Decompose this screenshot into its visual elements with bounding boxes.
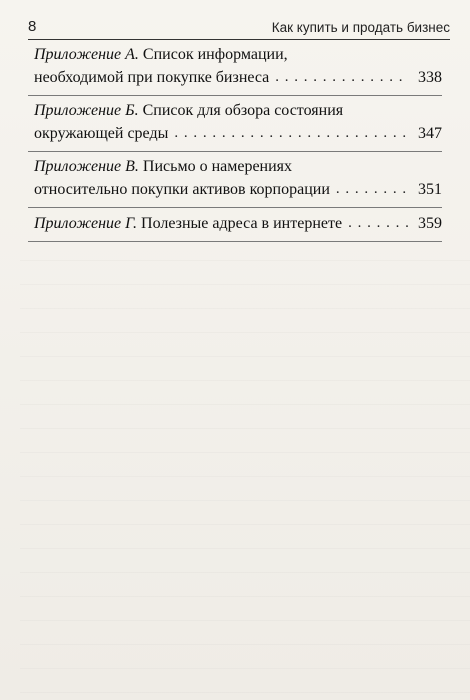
toc-entry-appendix-a xyxy=(28,40,442,96)
appendix-title-part: Письмо о намерениях xyxy=(142,158,293,175)
dot-leader xyxy=(336,178,408,194)
page-header xyxy=(28,14,450,40)
toc-entry-last-line xyxy=(34,122,442,145)
running-title: Как купить и продать бизнес xyxy=(271,20,450,35)
appendix-title-part: относительно покупки активов корпорации xyxy=(34,181,330,198)
toc-entry-single-line xyxy=(34,212,442,235)
toc-page-number: 359 xyxy=(418,215,442,232)
appendix-label: Приложение В. xyxy=(34,158,139,175)
appendix-title-part: Список информации, xyxy=(142,46,288,63)
appendix-label: Приложение Б. xyxy=(34,102,139,119)
toc-entry-first-line xyxy=(34,156,442,178)
appendix-title-part: окружающей среды xyxy=(34,125,169,142)
toc-page-number: 347 xyxy=(418,125,442,142)
toc-entry-first-line xyxy=(34,100,442,122)
toc-entry-appendix-g xyxy=(28,208,442,242)
toc-entry-appendix-b xyxy=(28,96,442,152)
appendix-title-part: необходимой при покупке бизнеса xyxy=(34,69,270,86)
toc-entry-first-line xyxy=(34,44,442,66)
page-number: 8 xyxy=(28,18,37,35)
toc-entry-appendix-v xyxy=(28,152,442,208)
table-of-contents xyxy=(28,40,442,242)
show-through-texture xyxy=(20,260,470,700)
dot-leader xyxy=(174,122,408,138)
dot-leader xyxy=(348,212,408,228)
toc-entry-last-line xyxy=(34,178,442,201)
appendix-label: Приложение А. xyxy=(34,46,139,63)
appendix-title-part: Полезные адреса в интернете xyxy=(141,215,343,232)
toc-entry-last-line xyxy=(34,66,442,89)
appendix-title-part: Список для обзора состояния xyxy=(142,102,344,119)
toc-page-number: 351 xyxy=(418,181,442,198)
appendix-label: Приложение Г. xyxy=(34,215,138,232)
toc-page-number: 338 xyxy=(418,69,442,86)
dot-leader xyxy=(275,66,408,82)
